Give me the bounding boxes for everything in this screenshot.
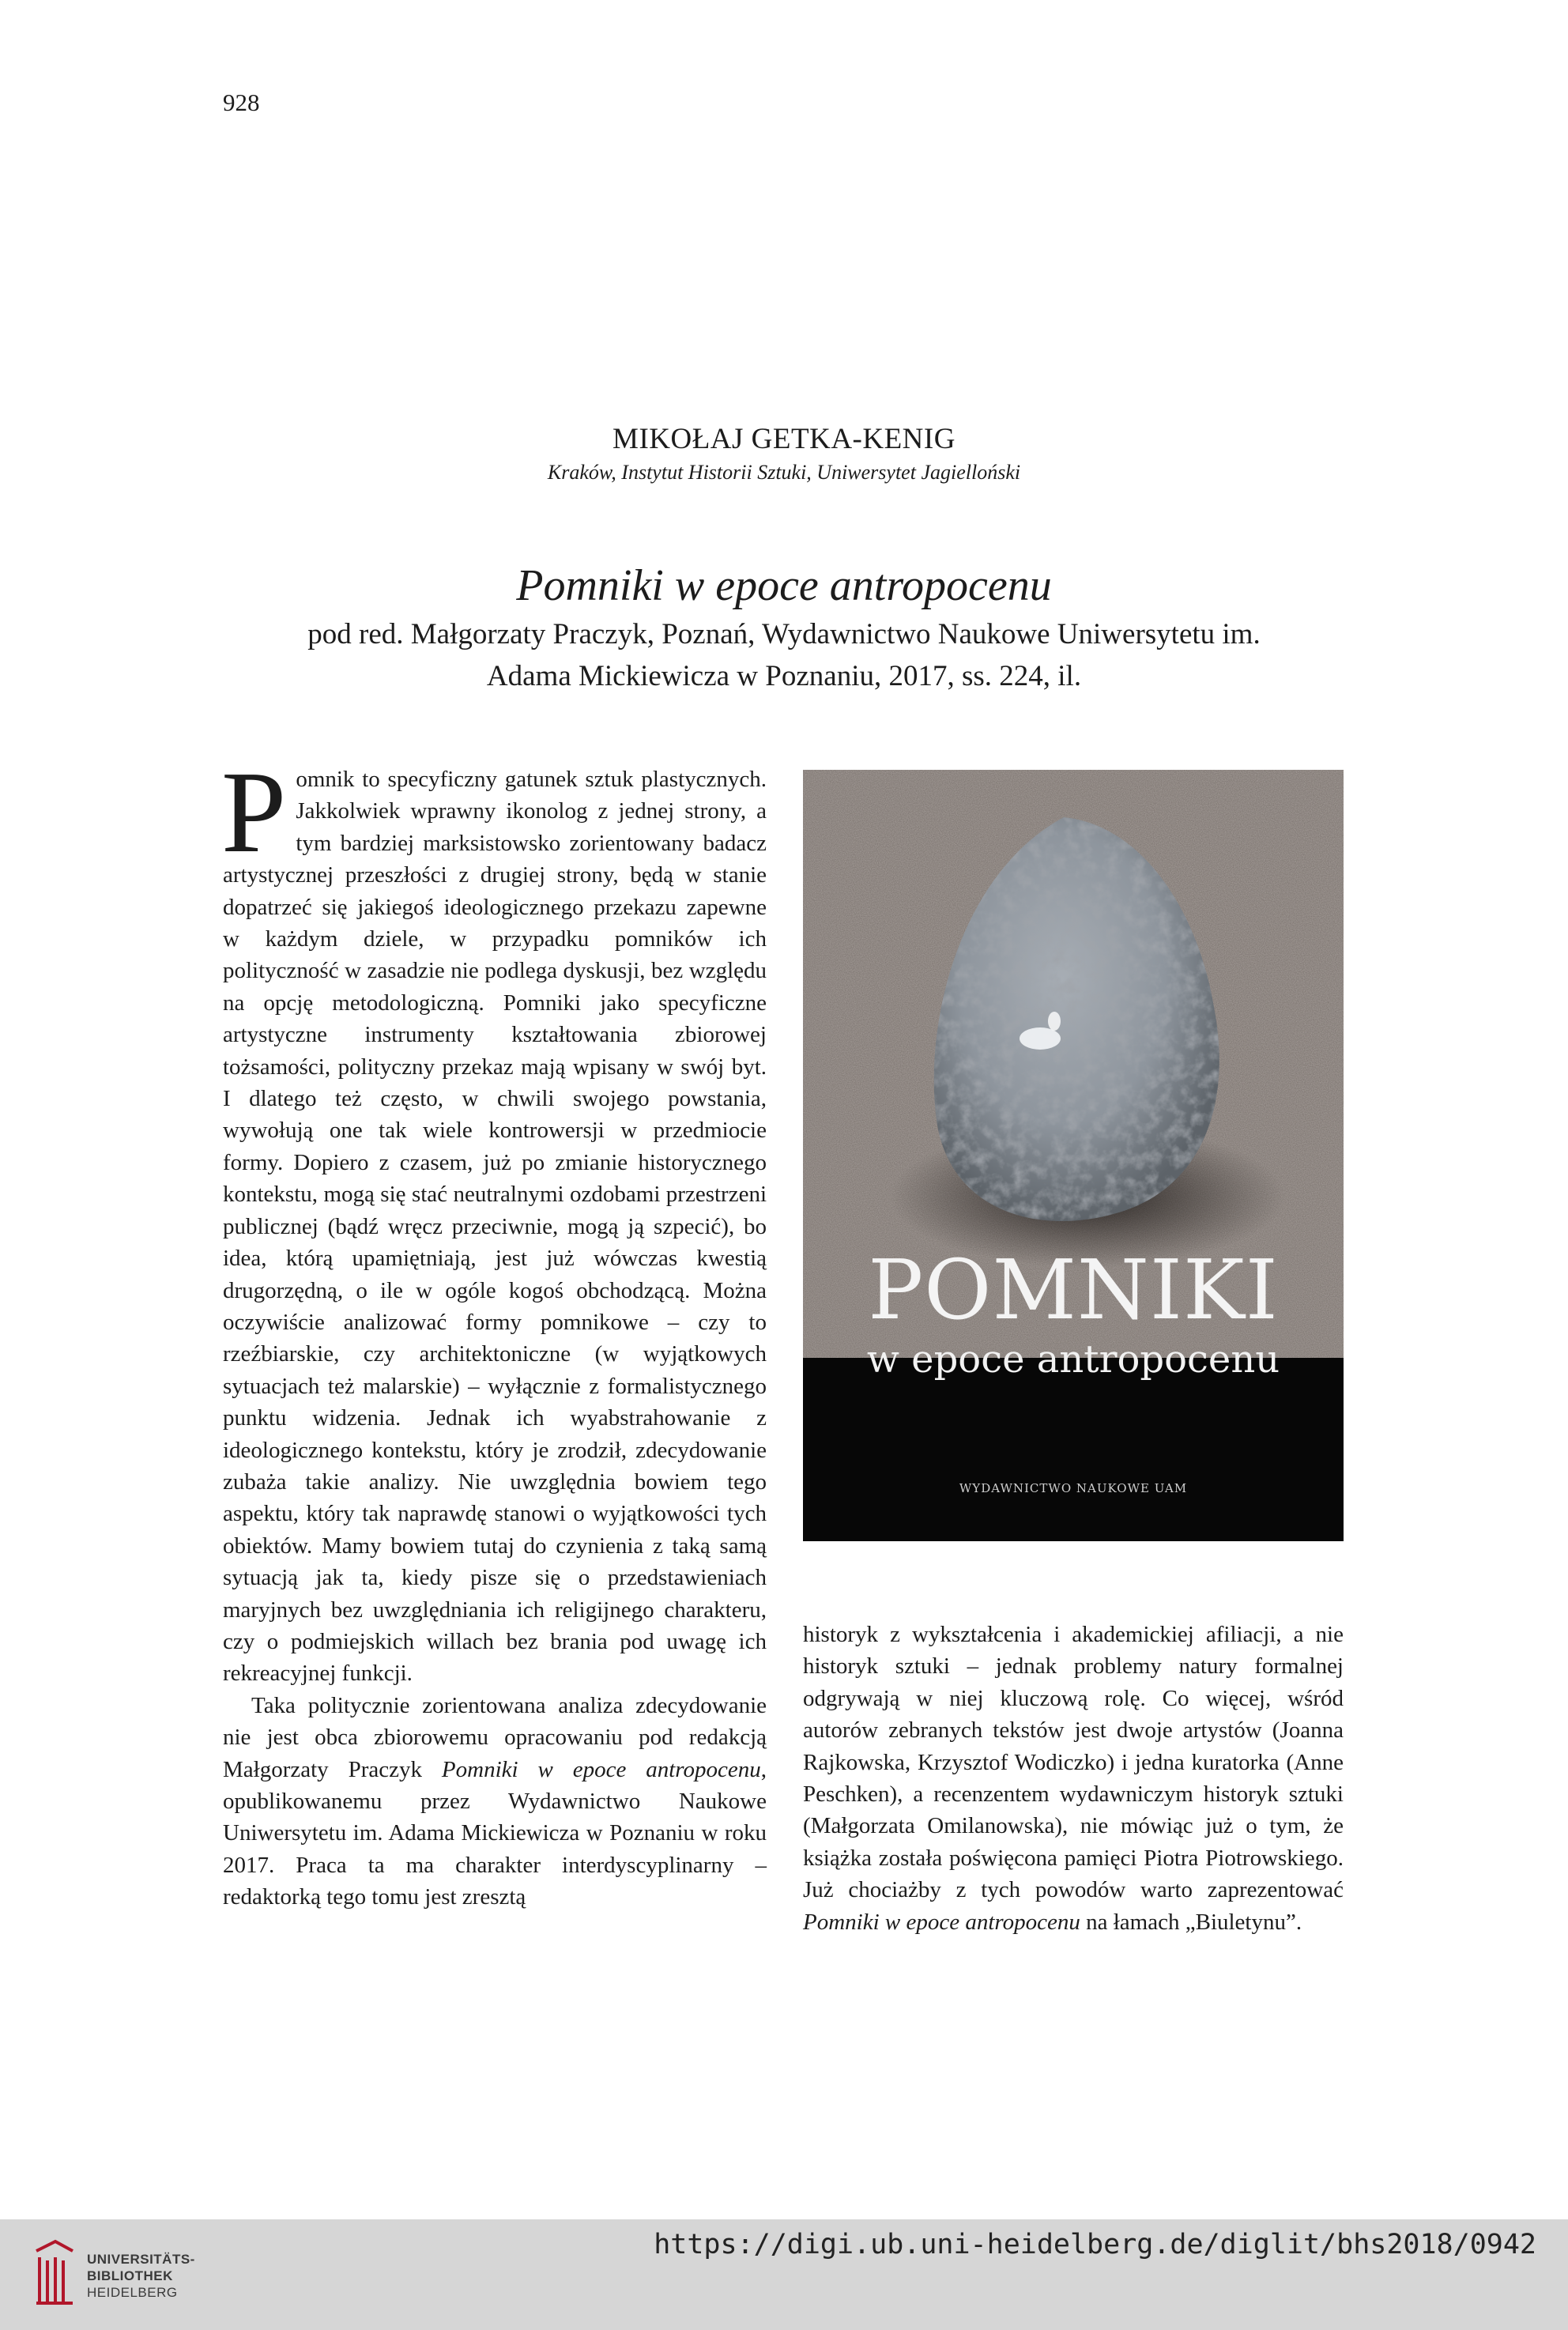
cover-artwork <box>803 770 1344 1541</box>
book-cover-image <box>803 770 1344 1541</box>
author-block <box>0 422 1568 484</box>
book-details-line-1: pod red. Małgorzaty Praczyk, Poznań, Wydawnictwo Naukowe Uniwersytetu im. <box>307 618 1261 651</box>
left-column <box>221 748 767 1913</box>
paragraph-3-text-b: na łamach „Biuletynu”. <box>1080 1909 1302 1935</box>
logo-line-3: HEIDELBERG <box>87 2285 178 2300</box>
logo-line-1: UNIVERSITÄTS- <box>87 2252 195 2267</box>
logo-line-2: BIBLIOTHEK <box>87 2268 173 2283</box>
author-affiliation: Kraków, Instytut Historii Sztuki, Uniwersytet Jagielloński <box>547 461 1021 484</box>
author-name: MIKOŁAJ GETKA-KENIG <box>612 423 956 455</box>
page-number: 928 <box>223 89 260 116</box>
review-heading <box>0 560 1568 696</box>
stone-highlight-small <box>1048 1012 1061 1031</box>
cover-dark-band <box>803 1358 1344 1541</box>
book-title-inline: Pomniki w epoce antropocenu <box>441 1756 761 1782</box>
cover-subtitle: w epoce antropocenu <box>866 1337 1280 1382</box>
paragraph-2 <box>223 1690 767 1913</box>
library-logo-text <box>87 2251 195 2301</box>
book-title: Pomniki w epoce antropocenu <box>516 561 1052 610</box>
drop-cap: P <box>221 748 287 877</box>
paragraph-2-text-a: Taka politycznie zorientowana analiza zdecydowanie nie jest obca zbiorowemu opracowaniu pod redakcją Małgorzaty Praczyk <box>223 1692 767 1782</box>
cover-publisher: WYDAWNICTWO NAUKOWE UAM <box>959 1481 1188 1495</box>
book-details-line-2: Adama Mickiewicza w Poznaniu, 2017, ss. 224, il. <box>486 660 1082 693</box>
paragraph-2-text-b: , opublikowanemu przez Wydawnictwo Naukowe Uniwersytetu im. Adama Mickiewicza w Poznaniu w roku 2017. Praca ta ma charakter interdyscyplinarny – redaktorką tego tomu jest zresztą <box>223 1756 767 1910</box>
right-column <box>803 1619 1344 1938</box>
stone-highlight <box>1020 1027 1061 1050</box>
library-logo-icon <box>32 2237 77 2308</box>
paragraph-1-text: omnik to specyficzny gatunek sztuk plastycznych. Jakkolwiek wprawny ikonolog z jednej strony, a tym bardziej marksistowsko zorientowany badacz artystycznej przeszłości z drugiej strony, będą w stanie dopatrzeć się jakiegoś ideologicznego przekazu zapewne w każdym dziele, w przypadku pomników ich polityczność w zasadzie nie podlega dyskusji, bez względu na opcję metodologiczną. Pomniki jako specyficzne artystyczne instrumenty kształtowania zbiorowej tożsamości, polityczny przekaz mają wpisany w swój byt. I dlatego też często, w chwili swojego powstania, wywołują one tak wiele kontrowersji w przedmiocie formy. Dopiero z czasem, już po zmianie historycznego kontekstu, mogą się stać neutralnymi ozdobami przestrzeni publicznej (bądź wręcz przeciwnie, mogą ją szpecić), bo idea, którą upamiętniają, jest już wówczas kwestią drugorzędną, o ile w ogóle kogoś obchodzącą. Można oczywiście analizować formy pomnikowe – czy to rzeźbiarskie, czy architektoniczne (w wyjątkowych sytuacjach też malarskie) – wyłącznie z formalistycznego punktu widzenia. Jednak ich wyabstrahowanie z ideologicznego kontekstu, który je zrodził, zdecydowanie zubaża takie analizy. Nie uwzględnia bowiem tego aspektu, który tak naprawdę stanowi o wyjątkowości tych obiektów. Mamy bowiem tutaj do czynienia z taką samą sytuacją jak ta, kiedy pisze się o przedstawieniach maryjnych bez uwzględniania ich religijnego charakteru, czy o podmiejskich willach bez brania pod uwagę ich rekreacyjnej funkcji. <box>223 767 767 1687</box>
paragraph-3-text-a: historyk z wykształcenia i akademickiej afiliacji, a nie historyk sztuki – jednak problemy natury formalnej odgrywają w niej kluczową rolę. Co więcej, wśród autorów zebranych tekstów jest dwoje artystów (Joanna Rajkowska, Krzysztof Wodiczko) i jedna kuratorka (Anne Peschken), a recenzentem wydawniczym historyk sztuki (Małgorzata Omilanowska), nie mówiąc już o tym, że książka została poświęcona pamięci Piotra Piotrowskiego. Już chociażby z tych powodów warto zaprezentować <box>803 1622 1344 1903</box>
source-url-link[interactable]: https://digi.ub.uni-heidelberg.de/diglit/bhs2018/0942 <box>654 2229 1536 2260</box>
book-title-inline-2: Pomniki w epoce antropocenu <box>803 1909 1080 1935</box>
cover-title: POMNIKI <box>868 1242 1279 1338</box>
paragraph-1 <box>221 748 767 1690</box>
paragraph-3 <box>803 1619 1344 1938</box>
